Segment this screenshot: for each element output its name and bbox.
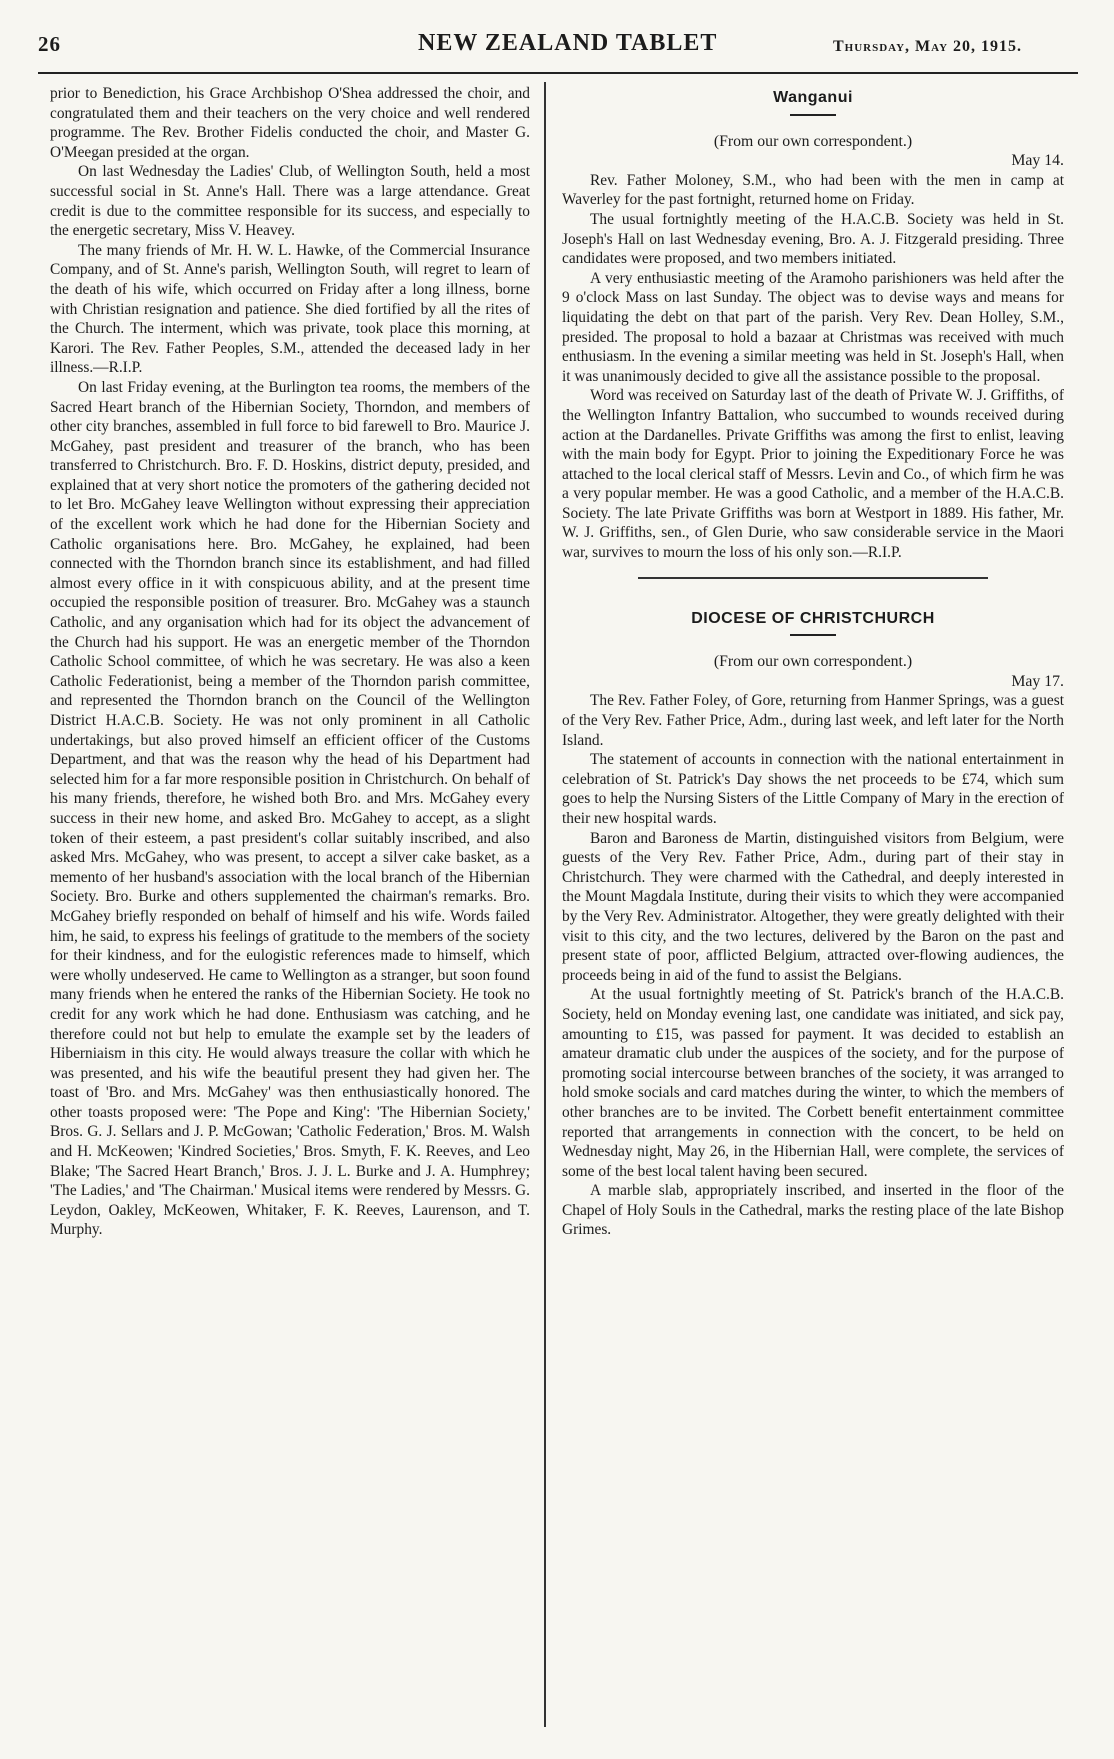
article-paragraph: A very enthusiastic meeting of the Aramoho parishioners was held after the 9 o'clock Mass on last Sunday. The object was to devise ways and means for liquidating the debt on that part of the parish. Very Rev. Dean Holley, S.M., presided. The proposal to hold a bazaar at Christmas was received with much enthusiasm. In the evening a similar meeting was held in St. Joseph's Hall, when it was unanimously decided to give all the assistance possible to the proposal. [562,269,1064,385]
article-paragraph: The usual fortnightly meeting of the H.A.C.B. Society was held in St. Joseph's Hall on last Wednesday evening, Bro. A. J. Fitzgerald presiding. Three candidates were proposed, and two members initiated. [562,210,1064,268]
article-paragraph: prior to Benediction, his Grace Archbishop O'Shea addressed the choir, and congratulated them and their teachers on the very choice and well rendered programme. The Rev. Brother Fidelis conducted the choir, and Master G. O'Meegan presided at the organ. [50,85,530,161]
heading-rule [790,634,836,636]
article-paragraph: At the usual fortnightly meeting of St. Patrick's branch of the H.A.C.B. Society, held on Monday evening last, one candidate was initiated, and sick pay, amounting to £15, was passed for payment. It was decided to establish an amateur dramatic club under the auspices of the society, and for the purpose of promoting social intercourse between branches of the society, it was arranged to hold smoke socials and card matches during the winter, to which the members of other branches are to be invited. The Corbett benefit entertainment committee reported that arrangements in connection with the concert, to be held on Wednesday night, May 26, in the Hibernian Hall, were complete, the services of some of the best local talent having been secured. [562,986,1064,1180]
section-heading-christchurch: DIOCESE OF CHRISTCHURCH [691,609,935,627]
page-number: 26 [38,32,61,56]
article-paragraph: The many friends of Mr. H. W. L. Hawke, of the Commercial Insurance Company, and of St. Anne's parish, Wellington South, will regret to learn of the death of his wife, which occurred on Friday after a long illness, borne with Christian resignation and patience. She died fortified by all the rites of the Church. The interment, which was private, took place this morning, at Karori. The Rev. Father Peoples, S.M., attended the deceased lady in her illness.—R.I.P. [50,241,530,377]
article-paragraph: The statement of accounts in connection with the national entertainment in celebration of St. Patrick's Day shows the net proceeds to be £74, which sum goes to help the Nursing Sisters of the Little Company of Mary in the erection of their new hospital wards. [562,751,1064,827]
article-paragraph: A marble slab, appropriately inscribed, and inserted in the floor of the Chapel of Holy Souls in the Cathedral, marks the resting place of the late Bishop Grimes. [562,1182,1064,1239]
byline: (From our own correspondent.) [713,132,913,150]
article-paragraph: The Rev. Father Foley, of Gore, returning from Hanmer Springs, was a guest of the Very Rev. Father Price, Adm., during last week, and left later for the North Island. [562,692,1064,749]
dateline: May 17. [1011,672,1064,690]
paper-title: NEW ZEALAND TABLET [418,30,718,56]
masthead-rule [38,72,1078,74]
dateline: May 14. [1011,152,1064,170]
article-paragraph: On last Friday evening, at the Burlington tea rooms, the members of the Sacred Heart branch of the Hibernian Society, Thorndon, and members of other city branches, assembled in full force to bid farewell to Bro. Maurice J. McGahey, past president and treasurer of the branch, who has been transferred to Christchurch. Bro. F. D. Hoskins, district deputy, presided, and explained that at very short notice the promoters of the gathering decided not to let Bro. McGahey leave Wellington without expressing their appreciation of the excellent work which he had done for the Hibernian Society and Catholic organisations here. Bro. McGahey, he explained, had been connected with the Thorndon branch since its establishment, and had filled almost every office in it with conspicuous ability, and at the present time occupied the responsible position of treasurer. Bro. McGahey was a staunch Catholic, and any organisation which had for its object the advancement of the Church had his support. He was an energetic member of the Thorndon Catholic School committee, of which he was secretary. He was also a keen Catholic Federationist, being a member of the Thorndon parish committee, and represented the Thorndon branch on the Council of the Wellington District H.A.C.B. Society. He was not only prominent in all Catholic undertakings, but also proved himself an efficient officer of the Customs Department, and that was the reason why the head of his Department had selected him for a far more responsible position in Christchurch. On behalf of his many friends, therefore, he wished both Bro. and Mrs. McGahey every success in their new home, and asked Bro. McGahey to accept, as a slight token of their esteem, a past president's collar suitably inscribed, and also asked Mrs. McGahey, who was present, to accept a silver cake basket, as a memento of her husband's association with the local branch of the Hibernian Society. Bro. Burke and others supplemented the chairman's remarks. Bro. McGahey briefly responded on behalf of himself and his wife. Words failed him, he said, to express his feelings of gratitude to the members of the society for their kindness, and for the eulogistic references made to himself, which were wholly undeserved. He came to Wellington as a stranger, but soon found many friends when he entered the ranks of the Hibernian Society. He took no credit for any work which he had done. Enthusiasm was catching, and he therefore could not but help to emulate the example set by the leaders of Hiberniaism in this city. He would always treasure the collar with which he was presented, and his wife the beautiful present they had given her. The toast of 'Bro. and Mrs. McGahey' was then enthusiastically honored. The other toasts proposed were: 'The Pope and King': 'The Hibernian Society,' Bros. G. J. Sellars and J. P. McGowan; 'Catholic Federation,' Bros. M. Walsh and H. McKeowen; 'Kindred Societies,' Bros. Smyth, F. K. Reeves, and Leo Blake; 'The Sacred Heart Branch,' Bros. J. J. L. Burke and J. A. Humphrey; 'The Ladies,' and 'The Chairman.' Musical items were rendered by Messrs. G. Leydon, Oakley, McKeowen, Whitaker, F. K. Reeves, Laurenson, and T. Murphy. [50,378,530,1239]
article-paragraph: Baron and Baroness de Martin, distinguished visitors from Belgium, were guests of the Very Rev. Father Price, Adm., during part of their stay in Christchurch. They were charmed with the Cathedral, and deeply interested in the Mount Magdala Institute, during their visits to which they were accompanied by the Very Rev. Administrator. Altogether, they were greatly delighted with their visit to this city, and the two lectures, delivered by the Baron on the past and present state of poor, afflicted Belgium, attracted over-flowing audiences, the proceeds being in aid of the fund to assist the Belgians. [562,829,1064,984]
left-column [50,84,530,1240]
heading-rule [790,114,836,116]
right-column [562,84,1064,1240]
section-break-rule [638,577,988,579]
section-heading-wanganui: Wanganui [773,89,853,106]
column-divider [544,82,546,1727]
article-paragraph: On last Wednesday the Ladies' Club, of Wellington South, held a most successful social in St. Anne's Hall. There was a large attendance. Great credit is due to the committee responsible for its success, and especially to the energetic secretary, Miss V. Heavey. [50,163,530,240]
article-paragraph: Rev. Father Moloney, S.M., who had been with the men in camp at Waverley for the past fortnight, returned home on Friday. [562,171,1064,209]
masthead [38,30,1078,70]
article-paragraph: Word was received on Saturday last of the death of Private W. J. Griffiths, of the Wellington Infantry Battalion, who succumbed to wounds received during action at the Dardanelles. Private Griffiths was among the first to enlist, leaving with the main body for Egypt. Prior to joining the Expeditionary Force he was attached to the local clerical staff of Messrs. Levin and Co., of which firm he was a very popular member. He was a good Catholic, and a member of the H.A.C.B. Society. The late Private Griffiths was born at Westport in 1889. His father, Mr. W. J. Griffiths, sen., of Glen Durie, who saw considerable service in the Maori war, survives to mourn the loss of his only son.—R.I.P. [562,387,1064,562]
issue-date: Thursday, May 20, 1915. [833,38,1023,55]
byline: (From our own correspondent.) [713,653,913,671]
